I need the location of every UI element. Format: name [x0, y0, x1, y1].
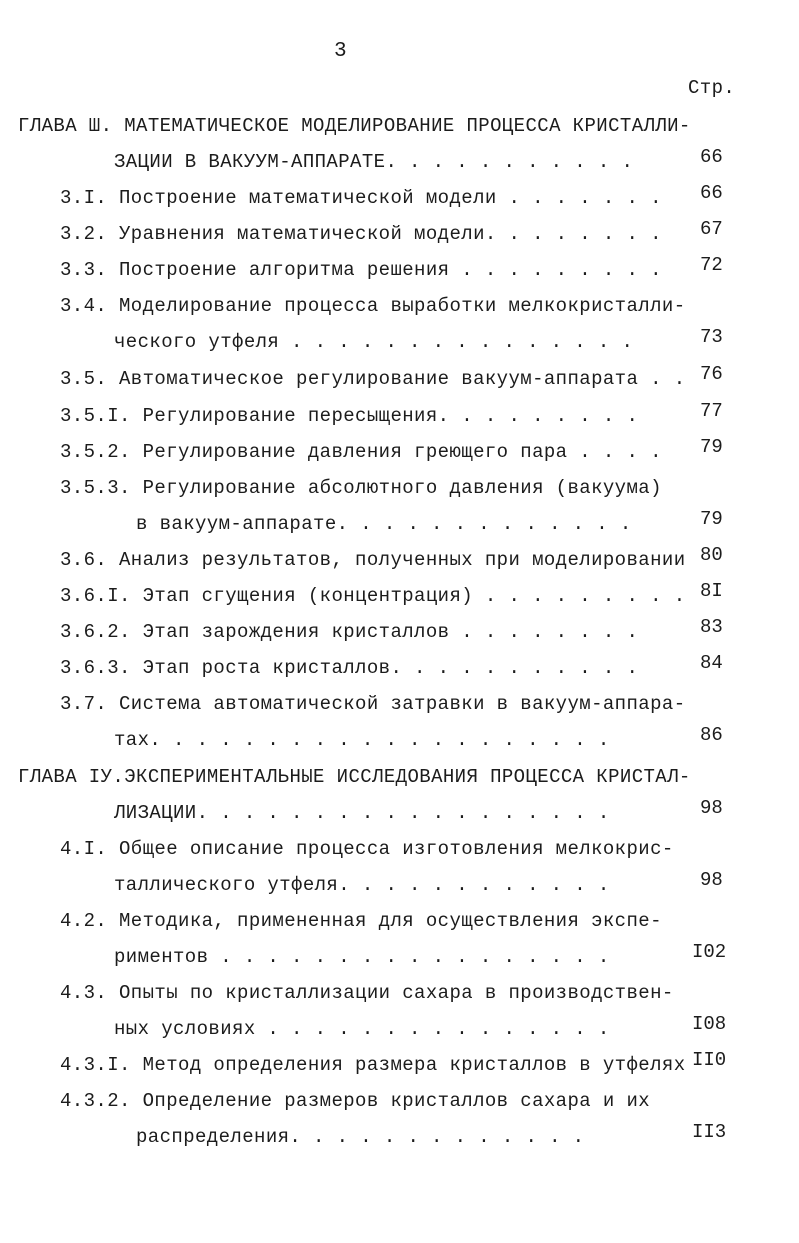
- chapter-4-heading-line1: ГЛАВА IУ.ЭКСПЕРИМЕНТАЛЬНЫЕ ИССЛЕДОВАНИЯ ПРОЦЕССА КРИСТАЛ-: [18, 766, 691, 788]
- toc-entry-4-3-2-line2: распределения. . . . . . . . . . . . .: [136, 1126, 585, 1148]
- toc-page-4-3-1: II0: [692, 1049, 727, 1071]
- toc-page-3-2: 67: [700, 218, 723, 240]
- toc-page-3-4: 73: [700, 326, 723, 348]
- toc-page-3-5-1: 77: [700, 400, 723, 422]
- toc-page-3-6-1: 8I: [700, 580, 723, 602]
- toc-page-3-5-2: 79: [700, 436, 723, 458]
- toc-entry-3-4-line1: 3.4. Моделирование процесса выработки мелкокристалли-: [60, 295, 686, 317]
- toc-entry-3-6-2: 3.6.2. Этап зарождения кристаллов . . . . . . . .: [60, 621, 639, 643]
- toc-entry-3-6: 3.6. Анализ результатов, полученных при моделировании: [60, 549, 686, 571]
- toc-page-3-7: 86: [700, 724, 723, 746]
- toc-page-3-5: 76: [700, 363, 723, 385]
- toc-entry-4-2-line1: 4.2. Методика, примененная для осуществления экспе-: [60, 910, 662, 932]
- toc-page-4-2: I02: [692, 941, 727, 963]
- toc-page-4-3-2: II3: [692, 1121, 727, 1143]
- toc-entry-3-5: 3.5. Автоматическое регулирование вакуум-аппарата . .: [60, 368, 686, 390]
- toc-entry-3-5-1: 3.5.I. Регулирование пересыщения. . . . . . . . .: [60, 405, 639, 427]
- toc-entry-3-6-3: 3.6.3. Этап роста кристаллов. . . . . . . . . . .: [60, 657, 639, 679]
- page-column-label: Стр.: [688, 77, 736, 99]
- toc-entry-3-5-2: 3.5.2. Регулирование давления греющего пара . . . .: [60, 441, 662, 463]
- toc-entry-4-3-2-line1: 4.3.2. Определение размеров кристаллов сахара и их: [60, 1090, 651, 1112]
- toc-entry-3-4-line2: ческого утфеля . . . . . . . . . . . . . . .: [114, 331, 634, 353]
- toc-entry-3-5-3-line1: 3.5.3. Регулирование абсолютного давления (вакуума): [60, 477, 662, 499]
- toc-entry-4-3-line2: ных условиях . . . . . . . . . . . . . . .: [114, 1018, 610, 1040]
- toc-page-3-6-2: 83: [700, 616, 723, 638]
- toc-entry-3-5-3-line2: в вакуум-аппарате. . . . . . . . . . . . .: [136, 513, 632, 535]
- toc-page-3-6: 80: [700, 544, 723, 566]
- chapter-3-page: 66: [700, 146, 723, 168]
- chapter-3-heading-line1: ГЛАВА Ш. МАТЕМАТИЧЕСКОЕ МОДЕЛИРОВАНИЕ ПРОЦЕССА КРИСТАЛЛИ-: [18, 115, 691, 137]
- toc-page-3-6-3: 84: [700, 652, 723, 674]
- toc-page-4-3: I08: [692, 1013, 727, 1035]
- toc-entry-3-3: 3.3. Построение алгоритма решения . . . . . . . . .: [60, 259, 662, 281]
- toc-entry-3-7-line1: 3.7. Система автоматической затравки в вакуум-аппара-: [60, 693, 686, 715]
- toc-page-4-1: 98: [700, 869, 723, 891]
- chapter-4-heading-line2: ЛИЗАЦИИ. . . . . . . . . . . . . . . . . .: [114, 802, 610, 824]
- toc-entry-3-1: 3.I. Построение математической модели . . . . . . .: [60, 187, 662, 209]
- toc-page-3-3: 72: [700, 254, 723, 276]
- toc-page-3-5-3: 79: [700, 508, 723, 530]
- toc-entry-3-6-1: 3.6.I. Этап сгущения (концентрация) . . . . . . . . .: [60, 585, 686, 607]
- chapter-4-page: 98: [700, 797, 723, 819]
- toc-entry-3-7-line2: тах. . . . . . . . . . . . . . . . . . . .: [114, 729, 610, 751]
- toc-page-3-1: 66: [700, 182, 723, 204]
- page-number: 3: [334, 40, 348, 63]
- toc-entry-4-3-line1: 4.3. Опыты по кристаллизации сахара в производствен-: [60, 982, 674, 1004]
- toc-entry-4-1-line1: 4.I. Общее описание процесса изготовления мелкокрис-: [60, 838, 674, 860]
- toc-entry-4-1-line2: таллического утфеля. . . . . . . . . . . .: [114, 874, 610, 896]
- toc-entry-4-2-line2: риментов . . . . . . . . . . . . . . . . .: [114, 946, 610, 968]
- toc-entry-3-2: 3.2. Уравнения математической модели. . . . . . . .: [60, 223, 662, 245]
- chapter-3-heading-line2: ЗАЦИИ В ВАКУУМ-АППАРАТЕ. . . . . . . . . . .: [114, 151, 634, 173]
- toc-entry-4-3-1: 4.3.I. Метод определения размера кристаллов в утфелях: [60, 1054, 686, 1076]
